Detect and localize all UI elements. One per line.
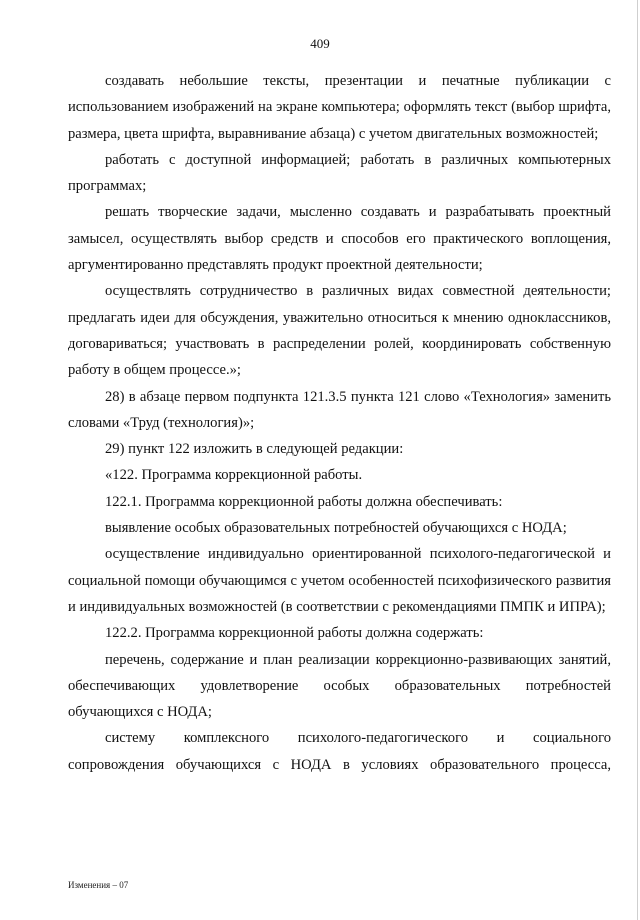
paragraph: 122.1. Программа коррекционной работы должна обеспечивать: — [105, 493, 503, 510]
paragraph: 122.2. Программа коррекционной работы должна содержать: — [105, 625, 484, 642]
paragraph: осуществление индивидуально ориентированной психолого-педагогической и социальной помощи обучающимся с учетом особенностей психофизического развития и индивидуальных возможностей (в соответствии с рекомендациями ПМПК и ИПРА); — [68, 546, 611, 615]
paragraph: решать творческие задачи, мысленно создавать и разрабатывать проектный замысел, осуществлять выбор средств и способов его практического воплощения, аргументированно представлять продукт проектной деятельности; — [68, 204, 611, 274]
paragraph: 28) в абзаце первом подпункта 121.3.5 пункта 121 слово «Технология» заменить словами «Труд (технология)»; — [68, 388, 611, 431]
page-number: 409 — [310, 36, 330, 51]
document-body — [68, 68, 611, 778]
paragraph: перечень, содержание и план реализации коррекционно-развивающих занятий, обеспечивающих удовлетворение особых образовательных потребностей обучающихся с НОДА; — [68, 651, 611, 721]
paragraph: «122. Программа коррекционной работы. — [105, 467, 363, 484]
paragraph: создавать небольшие тексты, презентации и печатные публикации с использованием изображений на экране компьютера; оформлять текст (выбор шрифта, размера, цвета шрифта, выравнивание абзаца) с учетом двигательных возможностей; — [68, 73, 611, 142]
paragraph: осуществлять сотрудничество в различных видах совместной деятельности; предлагать идеи для обсуждения, уважительно относиться к мнению одноклассников, договариваться; участвовать в распределении ролей, координировать собственную работу в общем процессе.»; — [68, 283, 611, 379]
footer-note: Изменения – 07 — [68, 880, 129, 890]
paragraph: работать с доступной информацией; работать в различных компьютерных программах; — [68, 151, 611, 195]
paragraph: выявление особых образовательных потребностей обучающихся с НОДА; — [105, 520, 567, 537]
paragraph: 29) пункт 122 изложить в следующей редакции: — [105, 441, 404, 458]
scan-edge-line — [637, 0, 638, 920]
paragraph: систему комплексного психолого-педагогического и социального сопровождения обучающихся с НОДА в условиях образовательного процесса, — [68, 730, 611, 773]
